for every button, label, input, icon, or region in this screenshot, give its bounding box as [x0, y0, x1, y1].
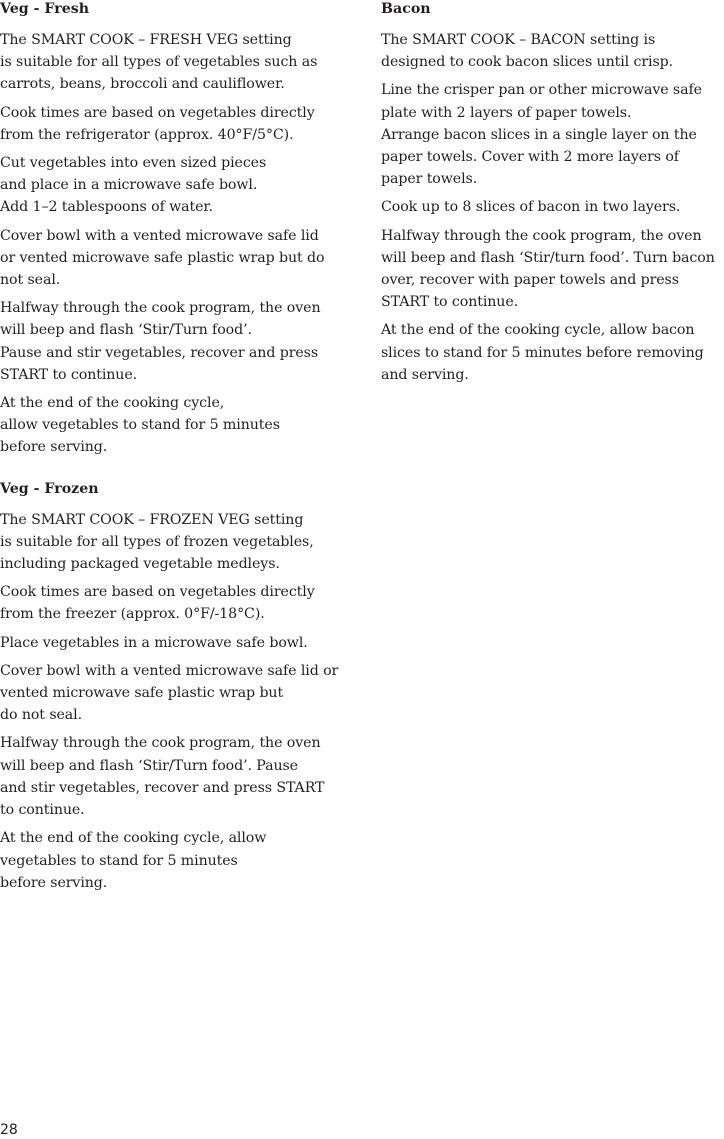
text-line: and place in a microwave safe bowl.: [0, 177, 258, 194]
text-line: Halfway through the cook program, the oven: [0, 735, 321, 752]
text-line: Line the crisper pan or other microwave safe: [381, 82, 702, 99]
text-line: At the end of the cooking cycle,: [0, 395, 225, 412]
text-line: START to continue.: [0, 366, 138, 383]
text-line: Cook times are based on vegetables directly: [0, 104, 315, 121]
text-line: is suitable for all types of vegetables such as: [0, 54, 318, 71]
paragraph: [0, 297, 360, 386]
text-line: START to continue.: [381, 294, 519, 311]
paragraph: [381, 79, 724, 190]
text-line: Halfway through the cook program, the oven: [0, 300, 321, 317]
text-line: over, recover with paper towels and press: [381, 272, 679, 289]
paragraph: [381, 319, 724, 386]
paragraph: [0, 581, 360, 625]
text-line: Halfway through the cook program, the oven: [381, 227, 702, 244]
text-line: or vented microwave safe plastic wrap but do: [0, 249, 325, 266]
text-line: At the end of the cooking cycle, allow bacon: [381, 322, 695, 339]
paragraph: [0, 392, 360, 459]
section-heading: Bacon: [381, 1, 431, 17]
text-line: Pause and stir vegetables, recover and press: [0, 344, 319, 361]
text-line: plate with 2 layers of paper towels.: [381, 104, 632, 121]
text-line: Arrange bacon slices in a single layer on the: [381, 126, 697, 143]
text-line: allow vegetables to stand for 5 minutes: [0, 417, 280, 434]
paragraph: [381, 196, 724, 218]
text-line: vented microwave safe plastic wrap but: [0, 685, 284, 702]
text-line: Cover bowl with a vented microwave safe lid: [0, 227, 319, 244]
text-line: vegetables to stand for 5 minutes: [0, 852, 238, 869]
text-line: paper towels.: [381, 171, 478, 188]
paragraph: [0, 152, 360, 219]
text-line: including packaged vegetable medleys.: [0, 556, 280, 573]
section-spacer: [0, 465, 360, 480]
text-line: from the freezer (approx. 0°F/-18°C).: [0, 606, 265, 623]
text-line: slices to stand for 5 minutes before removing: [381, 344, 704, 361]
paragraph: [0, 732, 360, 821]
paragraph: [381, 29, 724, 73]
text-line: At the end of the cooking cycle, allow: [0, 830, 267, 847]
paragraph: [0, 225, 360, 292]
section-bacon: [381, 0, 724, 386]
text-line: The SMART COOK – BACON setting is: [381, 32, 656, 48]
text-line: is suitable for all types of frozen vegetables,: [0, 533, 314, 550]
text-line: to continue.: [0, 802, 85, 819]
paragraph: [0, 632, 360, 654]
section-heading: Veg - Frozen: [0, 480, 99, 497]
text-line: paper towels. Cover with 2 more layers of: [381, 149, 679, 166]
right-column: [381, 0, 724, 392]
paragraph: [0, 827, 360, 894]
left-column: [0, 0, 360, 900]
text-line: not seal.: [0, 272, 61, 289]
text-line: will beep and flash ‘Stir/Turn food’. Pause: [0, 757, 298, 774]
paragraph: [0, 509, 360, 576]
text-line: from the refrigerator (approx. 40°F/5°C).: [0, 126, 294, 143]
text-line: before serving.: [0, 874, 108, 891]
text-line: designed to cook bacon slices until crisp.: [381, 54, 674, 71]
text-line: Cut vegetables into even sized pieces: [0, 155, 267, 172]
page-number: 28: [0, 1122, 18, 1138]
text-line: do not seal.: [0, 707, 83, 724]
text-line: will beep and flash ‘Stir/Turn food’.: [0, 322, 252, 339]
text-line: The SMART COOK – FRESH VEG setting: [0, 32, 292, 48]
text-line: before serving.: [0, 439, 108, 456]
text-line: will beep and flash ‘Stir/turn food’. Turn bacon: [381, 249, 715, 266]
text-line: The SMART COOK – FROZEN VEG setting: [0, 511, 304, 528]
text-line: and serving.: [381, 366, 469, 383]
text-line: Place vegetables in a microwave safe bowl.: [0, 634, 308, 651]
paragraph: [381, 225, 724, 314]
text-line: Cook times are based on vegetables directly: [0, 584, 315, 601]
text-line: Cook up to 8 slices of bacon in two layers.: [381, 199, 681, 216]
text-line: Cover bowl with a vented microwave safe lid or: [0, 662, 339, 679]
paragraph: [0, 660, 360, 727]
section-veg-frozen: [0, 480, 360, 894]
section-heading: Veg - Fresh: [0, 1, 90, 17]
section-veg-fresh: [0, 0, 360, 459]
text-line: carrots, beans, broccoli and cauliflower.: [0, 76, 285, 93]
paragraph: [0, 102, 360, 146]
paragraph: [0, 29, 360, 96]
text-line: and stir vegetables, recover and press START: [0, 779, 325, 796]
text-line: Add 1–2 tablespoons of water.: [0, 199, 213, 216]
